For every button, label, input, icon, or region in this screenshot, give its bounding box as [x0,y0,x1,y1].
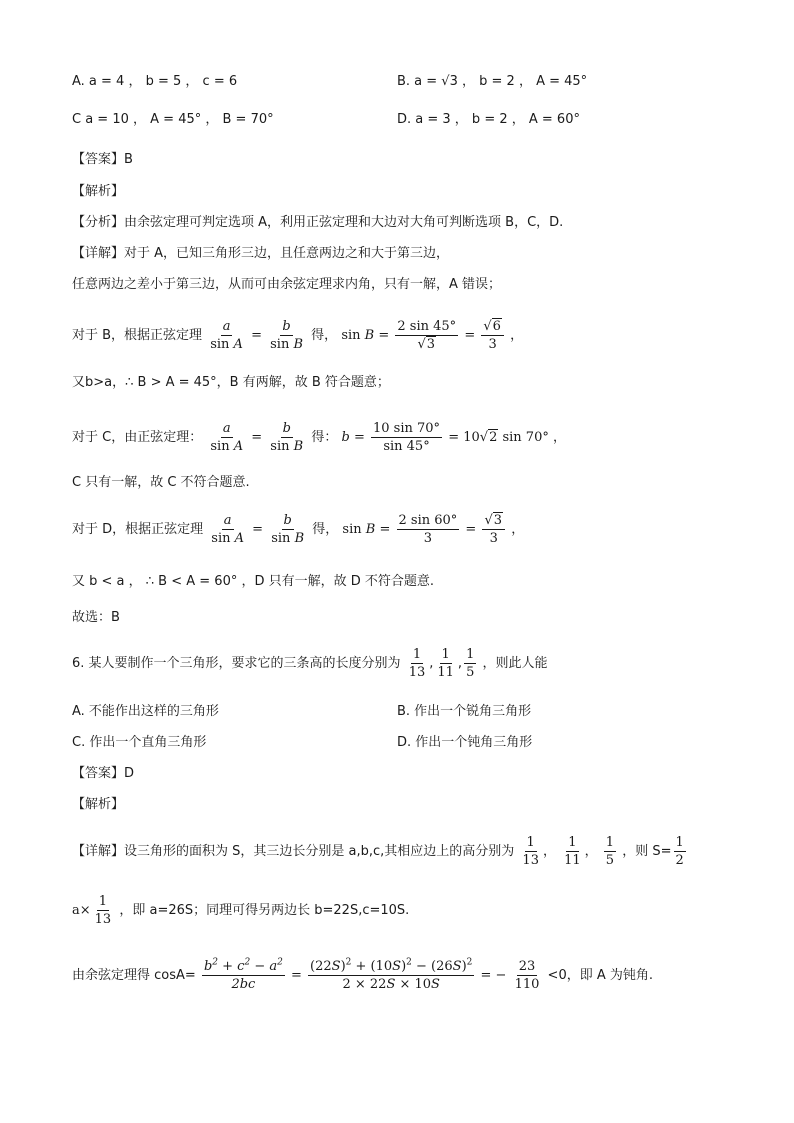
q5-analysis-fenxi: 【分析】由余弦定理可判定选项 A，利用正弦定理和大边对大角可判断选项 B，C，D. [72,215,564,230]
q6-cosine-law: 由余弦定理得 cosA= $\frac{b^2 + c^2 - a^2}{2bc}$ = $\frac{(22S)^2 + (10S)^2 - (26S)^2}{2 \times 22S \times 10S}$ = − $\frac{23}{110}$ <0，即 A 为钝角. [72,957,654,992]
q6-option-a: A. 不能作出这样的三角形 [72,704,219,719]
q5-analysis-heading: 【解析】 [72,184,125,199]
q5-c-result: C 只有一解，故 C 不符合题意. [72,475,250,490]
q5-d-intro: 对于 D，根据正弦定理 [72,522,204,537]
height-fraction-13: $\frac{1}{13}$ [408,647,426,680]
q5-b-tail: 又b>a，∴ B > A = 45°，B 有两解，故 B 符合题意； [72,375,390,390]
detail-fraction-5: $\frac{1}{5}$ [605,835,615,868]
height-fraction-11: $\frac{1}{11}$ [437,647,454,680]
q5-option-b: B. a = √3 ， b = 2 ， A = 45° [397,74,588,89]
q6-detail-line-2: a× $\frac{1}{13}$ ，即 a=26S；同理可得另两边长 b=22S,c=10S. [72,894,410,927]
q5-c-de: 得： [311,430,338,445]
q5-d-tail: 又 b < a ， ∴ B < A = 60° ，D 只有一解，故 D 不符合题意. [72,574,435,589]
q5-c-reasoning: 对于 C，由正弦定理： $\frac{a}{\text{sin A}}$ = $\frac{b}{\text{sin B}}$ 得： b = $\frac{10 \sin 70^\circ}{\sin 45^\circ}$ = 10√2 sin 70° ， [72,421,567,454]
q6-detail-pre: 【详解】设三角形的面积为 S，其三边长分别是 a,b,c,其相应边上的高分别为 [72,844,515,859]
q6-answer: 【答案】D [72,766,135,781]
q6-option-d: D. 作出一个钝角三角形 [397,735,533,750]
q5-detail-line-2: 任意两边之差小于第三边，从而可由余弦定理求内角，只有一解，A 错误； [72,277,502,292]
q6-line2: ，即 a=26S；同理可得另两边长 b=22S,c=10S. [119,903,410,918]
q5-b-de: 得， [311,328,338,343]
height-fraction-5: $\frac{1}{5}$ [466,647,475,680]
half-fraction: $\frac{1}{2}$ [675,835,684,868]
cos-substituted-fraction: $\frac{(22S)^2 + (10S)^2 - (26S)^2}{2 \times 22S \times 10S}$ [310,957,473,992]
d-sine-law-fraction-b: $\frac{b}{\text{sin B}}$ [271,513,305,546]
sinb-result-fraction: $\frac{√6}{3}$ [481,318,504,353]
q6-cos-post: <0，即 A 为钝角. [547,968,654,983]
cos-formula-fraction: $\frac{b^2 + c^2 - a^2}{2bc}$ [203,957,283,992]
d-sinb-fraction: $\frac{2 \sin 60^\circ}{3}$ [398,513,458,546]
q5-b-intro: 对于 B，根据正弦定理 [72,328,203,343]
q5-option-c: C a = 10 ， A = 45° ， B = 70° [72,112,274,127]
b-value-fraction: $\frac{10 \sin 70^\circ}{\sin 45^\circ}$ [372,421,441,454]
sine-law-fraction-b: $\frac{b}{\text{sin B}}$ [270,319,304,352]
a-fraction-13: $\frac{1}{13}$ [94,894,112,927]
q6-detail-then: ，则 S= [622,844,672,859]
q6-option-c: C. 作出一个直角三角形 [72,735,207,750]
q6-detail-line-1: 【详解】设三角形的面积为 S，其三边长分别是 a,b,c,其相应边上的高分别为 $\frac{1}{13}$ ， $\frac{1}{11}$ ， $\frac{1}{5}$ ，则 S= $\frac{1}{2}$ [72,835,684,868]
d-sinb-result-fraction: $\frac{√3}{3}$ [482,512,505,547]
q5-option-a: A. a = 4 ， b = 5 ， c = 6 [72,74,238,89]
q5-detail-line-1: 【详解】对于 A，已知三角形三边，且任意两边之和大于第三边， [72,246,450,261]
sine-law-fraction-a: $\frac{a}{\text{sin A}}$ [210,319,243,352]
q6-stem: 6. 某人要制作一个三角形，要求它的三条高的长度分别为 $\frac{1}{13}$ , $\frac{1}{11}$ , $\frac{1}{5}$ ，则此人能 [72,647,548,680]
q5-conclusion: 故选：B [72,610,120,625]
q6-stem-post: ，则此人能 [482,656,548,671]
q6-stem-pre: 6. 某人要制作一个三角形，要求它的三条高的长度分别为 [72,656,401,671]
q5-d-reasoning: 对于 D，根据正弦定理 $\frac{a}{\text{sin A}}$ = $\frac{b}{\text{sin B}}$ 得， sin B = $\frac{2 \sin 60^\circ}{3}$ = $\frac{√3}{3}$ ， [72,513,525,546]
q6-analysis-heading: 【解析】 [72,797,125,812]
detail-fraction-13: $\frac{1}{13}$ [522,835,539,868]
c-sine-law-fraction-a: $\frac{a}{\text{sin A}}$ [210,421,244,454]
c-sine-law-fraction-b: $\frac{b}{\text{sin B}}$ [270,421,304,454]
cos-result-fraction: $\frac{23}{110}$ [514,959,540,992]
detail-fraction-11: $\frac{1}{11}$ [564,835,581,868]
q5-c-intro: 对于 C，由正弦定理： [72,430,203,445]
q5-answer: 【答案】B [72,152,133,167]
q5-option-d: D. a = 3 ， b = 2 ， A = 60° [397,112,580,127]
q5-d-de: 得， [312,522,339,537]
q5-b-reasoning: 对于 B，根据正弦定理 $\frac{a}{\text{sin A}}$ = $\frac{b}{\text{sin B}}$ 得， sin B = $\frac{2 \sin 45^\circ}{√3}$ = $\frac{√6}{3}$ ， [72,319,524,352]
sinb-fraction: $\frac{2 \sin 45^\circ}{√3}$ [397,319,457,352]
q6-option-b: B. 作出一个锐角三角形 [397,704,532,719]
d-sine-law-fraction-a: $\frac{a}{\text{sin A}}$ [211,513,245,546]
q6-cos-pre: 由余弦定理得 cosA= [72,968,196,983]
